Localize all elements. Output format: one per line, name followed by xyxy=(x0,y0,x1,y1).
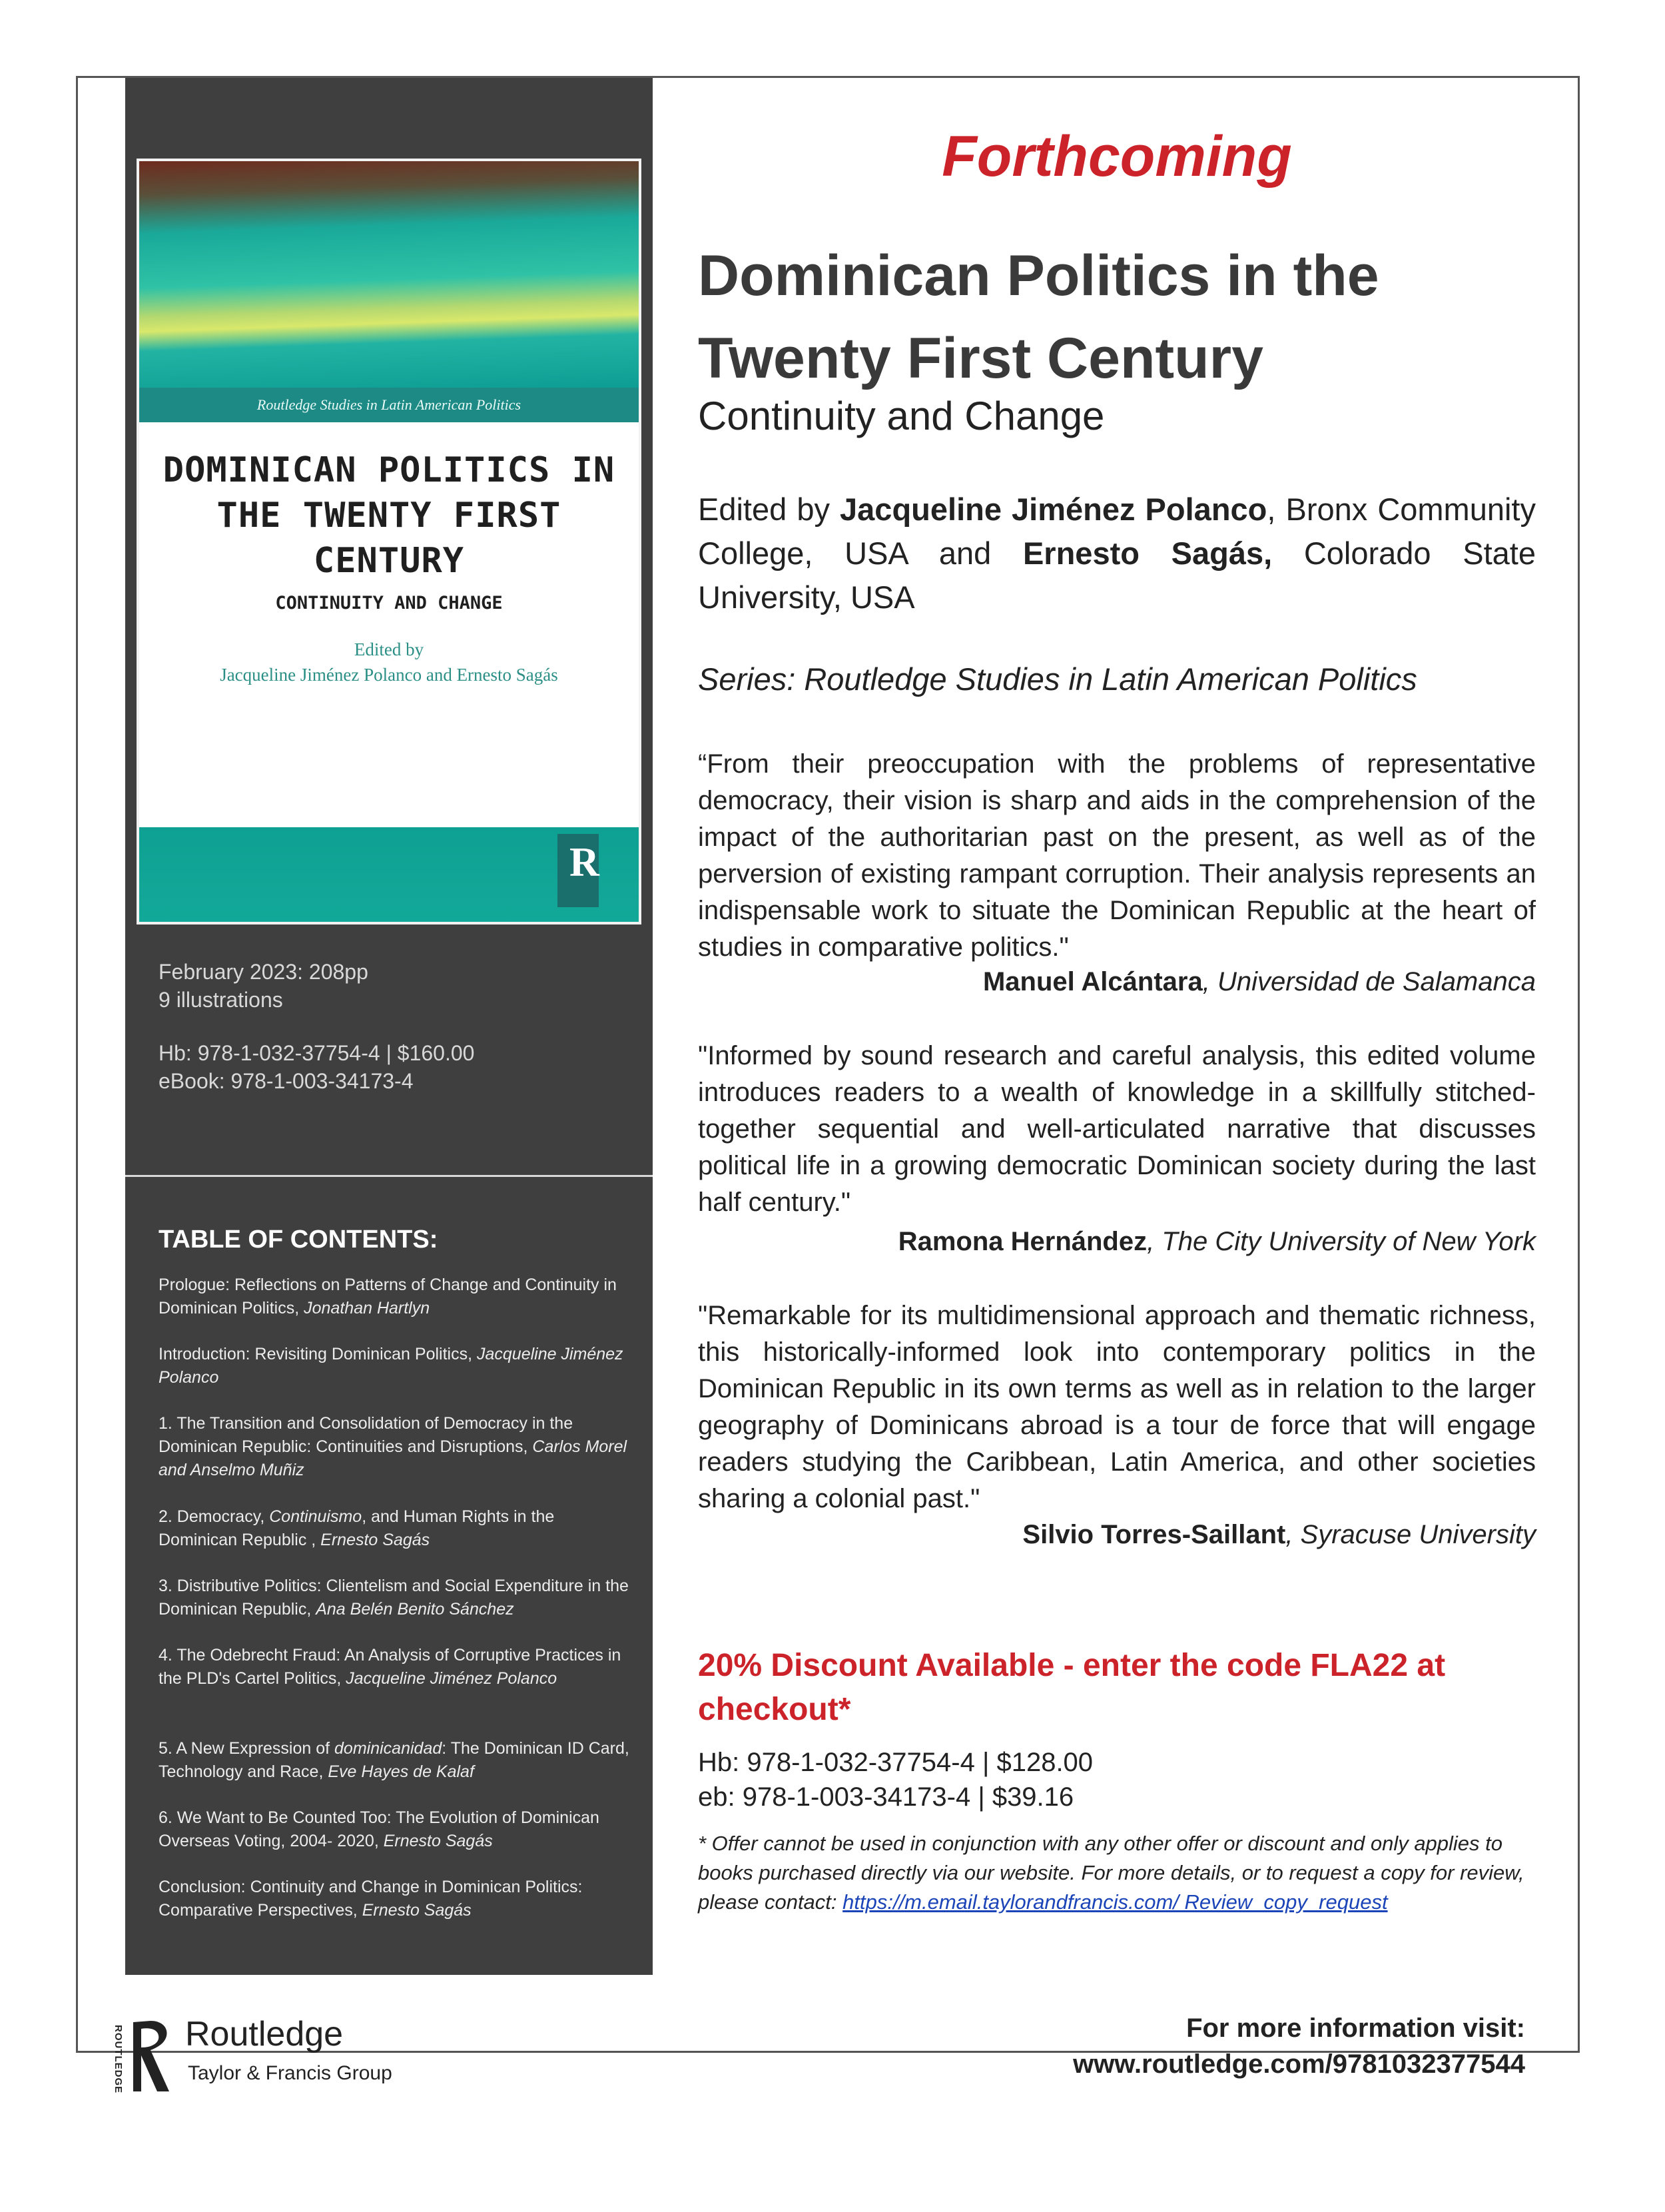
cover-gradient xyxy=(139,161,639,388)
book-title-line: Dominican Politics in the xyxy=(698,244,1379,308)
cover-editors: Jacqueline Jiménez Polanco and Ernesto Sagás xyxy=(220,665,558,685)
isbn-meta xyxy=(159,1039,474,1095)
forthcoming-label: Forthcoming xyxy=(942,125,1292,188)
discount-hb-price: Hb: 978-1-032-37754-4 | $128.00 xyxy=(698,1748,1094,1777)
series-line: Series: Routledge Studies in Latin American Politics xyxy=(698,661,1417,697)
cover-edited-by: Edited by xyxy=(354,639,424,659)
book-subtitle: Continuity and Change xyxy=(698,394,1105,438)
illustrations: 9 illustrations xyxy=(159,988,283,1012)
discount-headline: 20% Discount Available - enter the code FLA22 at checkout* xyxy=(698,1648,1446,1727)
toc-item: Prologue: Reflections on Patterns of Change and Continuity in Dominican Politics, Jonathan Hartlyn xyxy=(159,1276,617,1317)
toc-item: 3. Distributive Politics: Clientelism and Social Expenditure in the Dominican Republic, Ana Belén Benito Sánchez xyxy=(159,1577,629,1619)
review-copy-link[interactable]: https://m.email.taylorandfrancis.com/ Review_copy_request xyxy=(842,1890,1388,1914)
endorsement-attribution: Manuel Alcántara, Universidad de Salamanca xyxy=(982,967,1536,996)
cover-subtitle: CONTINUITY AND CHANGE xyxy=(275,593,503,613)
editors-statement: Edited by Jacqueline Jiménez Polanco, Bronx Community College, USA and Ernesto Sagás, Colorado State University, USA xyxy=(698,492,1536,615)
toc-item: Introduction: Revisiting Dominican Politics, Jacqueline Jiménez Polanco xyxy=(159,1345,623,1387)
more-info-url[interactable]: www.routledge.com/9781032377544 xyxy=(1073,2049,1525,2079)
endorsement-attribution: Ramona Hernández, The City University of New York xyxy=(898,1227,1536,1256)
toc-item: Conclusion: Continuity and Change in Dominican Politics: Comparative Perspectives, Ernesto Sagás xyxy=(159,1878,583,1920)
toc-item: 1. The Transition and Consolidation of Democracy in the Dominican Republic: Continuities and Disruptions, Carlos Morel and Anselmo Muñiz xyxy=(159,1414,627,1479)
cover-routledge-logo xyxy=(557,834,599,907)
toc-heading: TABLE OF CONTENTS: xyxy=(159,1226,438,1254)
endorsement-quote: "Remarkable for its multidimensional approach and thematic richness, this historically-informed look into contemporary politics in the Dominican Republic in its own terms as well as in relation to the larger geography of Dominicans abroad is a tour de force that will engage readers studying the Caribbean, Latin America, and other societies sharing a colonial past." xyxy=(698,1301,1536,1513)
publisher-group: Taylor & Francis Group xyxy=(188,2062,392,2084)
routledge-vertical-text: ROUTLEDGE xyxy=(113,2025,124,2094)
toc-item: 5. A New Expression of dominicanidad: The Dominican ID Card, Technology and Race, Eve Hayes de Kalaf xyxy=(159,1739,629,1781)
cover-title-line: CENTURY xyxy=(313,541,465,581)
more-info-label: For more information visit: xyxy=(1186,2014,1525,2043)
panel-divider xyxy=(125,1175,653,1177)
cover-title-line: DOMINICAN POLITICS IN xyxy=(163,450,615,490)
cover-series-band: Routledge Studies in Latin American Politics xyxy=(139,388,639,422)
endorsement-quote: "Informed by sound research and careful analysis, this edited volume introduces readers to a wealth of knowledge in a skillfully stitched-together sequential and well-articulated narrative that discusses political life in a growing democratic Dominican society during the last half century." xyxy=(698,1041,1536,1217)
routledge-logo-icon xyxy=(131,2018,176,2094)
ebook-isbn: eBook: 978-1-003-34173-4 xyxy=(159,1069,414,1093)
book-title xyxy=(698,234,1536,400)
cover-title-line: THE TWENTY FIRST xyxy=(216,496,561,536)
book-cover xyxy=(137,159,641,924)
toc-item: 4. The Odebrecht Fraud: An Analysis of Corruptive Practices in the PLD's Cartel Politics, Jacqueline Jiménez Polanco xyxy=(159,1646,621,1688)
publication-meta xyxy=(159,958,368,1014)
cover-title xyxy=(139,448,639,583)
toc-item: 6. We Want to Be Counted Too: The Evolution of Dominican Overseas Voting, 2004- 2020, Ernesto Sagás xyxy=(159,1808,599,1850)
offer-terms: * Offer cannot be used in conjunction with any other offer or discount and only applies to books purchased directly via our website. For more details, or to request a copy for review, please contact: https://m.email.taylorandfrancis.com/ Review_copy_request xyxy=(698,1832,1524,1914)
cover-logo-letter: R xyxy=(569,840,599,885)
endorsement-quote: “From their preoccupation with the problems of representative democracy, their vision is sharp and aids in the comprehension of the impact of the authoritarian past on the present, as well as of the perversion of existing rampant corruption. Their analysis represents an indispensable work to situate the Dominican Republic at the heart of studies in comparative politics." xyxy=(698,749,1536,962)
hb-isbn: Hb: 978-1-032-37754-4 | $160.00 xyxy=(159,1041,475,1065)
date-pages: February 2023: 208pp xyxy=(159,960,368,984)
toc-item: 2. Democracy, Continuismo, and Human Rights in the Dominican Republic , Ernesto Sagás xyxy=(159,1507,555,1549)
book-title-line: Twenty First Century xyxy=(698,326,1263,390)
discount-eb-price: eb: 978-1-003-34173-4 | $39.16 xyxy=(698,1782,1074,1812)
endorsement-attribution: Silvio Torres-Saillant, Syracuse University xyxy=(1022,1520,1536,1549)
publisher-name: Routledge xyxy=(185,2015,344,2053)
